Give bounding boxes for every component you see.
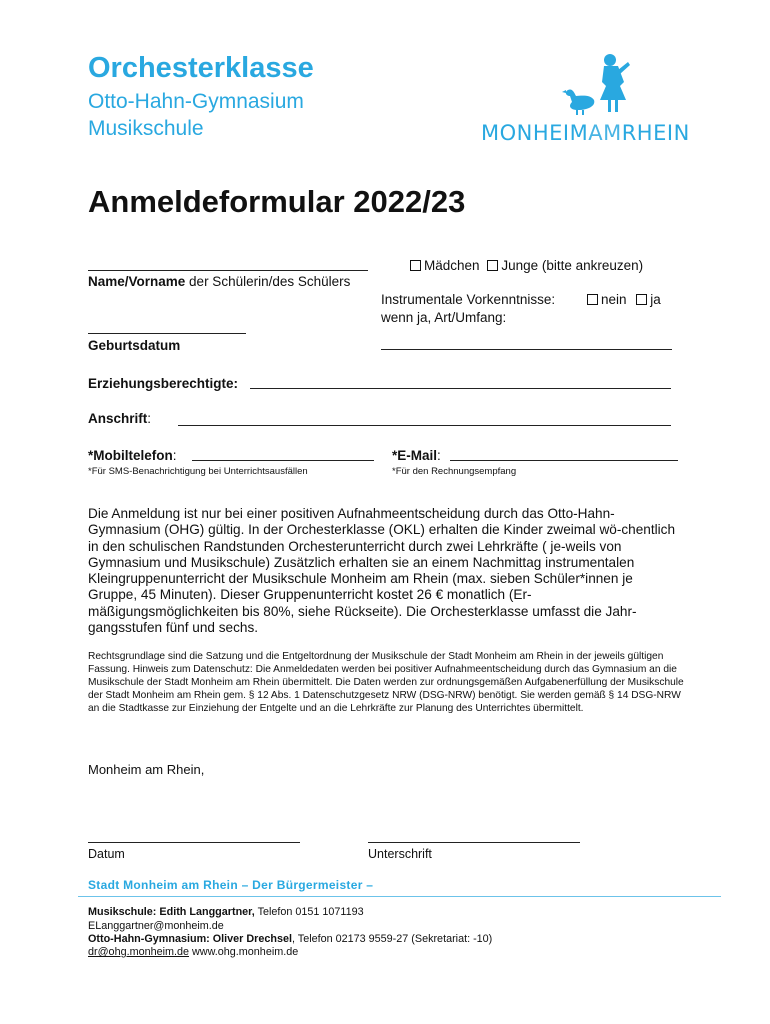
checkbox-junge[interactable] (487, 260, 498, 271)
address-label-bold: Anschrift (88, 411, 148, 426)
email-label-bold: *E-Mail (392, 448, 438, 463)
page-title: Orchesterklasse (88, 52, 314, 84)
footer-line-music-school (88, 906, 364, 918)
mobile-label-colon: : (172, 448, 177, 463)
mobile-label (88, 448, 177, 463)
footer-music-school-contact: Musikschule: Edith Langgartner, (88, 906, 255, 918)
email-input-line[interactable] (450, 460, 678, 461)
vorkenntnisse-input-line[interactable] (381, 349, 672, 350)
email-note: *Für den Rechnungsempfang (392, 466, 517, 477)
mobile-note: *Für SMS-Benachrichtigung bei Unterrichtsausfällen (88, 466, 308, 477)
signature-label: Unterschrift (368, 847, 432, 861)
vorkenntnisse-art-label: wenn ja, Art/Umfang: (381, 310, 507, 325)
name-label-rest: der Schülerin/des Schülers (185, 274, 351, 289)
info-paragraph: Die Anmeldung ist nur bei einer positiven Aufnahmeentscheidung durch das Otto-Hahn-Gymnasium (OHG) gültig. In der Orchesterklasse (OKL) erhalten die Kinder zweimal wö-chentlich in den schulischen Randstunden Orchesterunterricht durch zwei Lehrkräfte ( je-weils von Gymnasium und Musikschule) Zusätzlich erhalten sie an einem Nachmittag instrumentalen Kleingruppenunterricht der Musikschule Monheim am Rhein (max. sieben Schüler*innen je Gruppe, 45 Minuten). Dieser Gruppenunterricht kostet 26 € monatlich (Er-mäßigungsmöglichkeiten bis 80%, siehe Rückseite). Die Orchesterklasse umfasst die Jahr-gangsstufen fünf und sechs. (88, 506, 676, 636)
checkbox-maedchen[interactable] (410, 260, 421, 271)
place-label: Monheim am Rhein, (88, 762, 205, 777)
date-input-line[interactable] (88, 842, 300, 843)
footer-music-school-phone: Telefon 0151 1071193 (254, 906, 364, 918)
address-label-colon: : (147, 411, 152, 426)
vorkenntnisse-options (587, 292, 661, 307)
logo-word-am: AM (588, 121, 622, 145)
birthdate-label: Geburtsdatum (88, 338, 181, 353)
checkbox-nein[interactable] (587, 294, 598, 305)
guardian-label: Erziehungsberechtigte: (88, 376, 239, 391)
footer-line-links (88, 946, 298, 958)
monheim-logo-text (481, 121, 690, 145)
guardian-input-line[interactable] (250, 388, 671, 389)
legal-notice: Rechtsgrundlage sind die Satzung und die Entgeltordnung der Musikschule der Stadt Monheim am Rhein in der jeweils gültigen Fassung. Hinweis zum Datenschutz: Die Anmeldedaten werden bei positiver Aufnahmeentscheidung durch das Gymnasium an die Musikschule der Stadt Monheim am Rhein übermittelt. Die Daten werden zur ordnungsgemäßen Aufgabenerfüllung der Musikschule der Stadt Monheim am Rhein gem. § 12 Abs. 1 Datenschutzgesetz NRW (DSG-NRW) benötigt. Sie werden gemäß § 14 DSG-NRW an die Stadtkasse zur Einziehung der Entgelte und an die Lehrkräfte zur Planung des Unterrichtes übermittelt. (88, 651, 684, 715)
footer-gymnasium-email-link[interactable]: dr@ohg.monheim.de (88, 946, 189, 958)
signature-input-line[interactable] (368, 842, 580, 843)
vk-ja-label: ja (650, 292, 661, 307)
email-label-colon: : (437, 448, 441, 463)
logo-word-rhein: RHEIN (621, 121, 690, 145)
gender-checkboxes (410, 258, 643, 273)
name-label-bold: Name/Vorname (88, 274, 186, 289)
form-title: Anmeldeformular 2022/23 (88, 184, 466, 219)
vk-nein-label: nein (601, 292, 627, 307)
name-label (88, 274, 350, 289)
footer-gymnasium-website[interactable]: www.ohg.monheim.de (189, 946, 299, 958)
goose-girl-logo-icon (560, 52, 640, 121)
gender-junge-label: Junge (bitte ankreuzen) (501, 258, 644, 273)
footer-music-school-email[interactable]: ELanggartner@monheim.de (88, 920, 224, 932)
date-label: Datum (88, 847, 125, 861)
mobile-input-line[interactable] (192, 460, 374, 461)
name-input-line[interactable] (88, 270, 368, 271)
footer-gymnasium-contact: Otto-Hahn-Gymnasium: Oliver Drechsel (88, 933, 292, 945)
address-input-line[interactable] (178, 425, 671, 426)
mobile-label-bold: *Mobiltelefon (88, 448, 173, 463)
footer-city: Stadt Monheim am Rhein – Der Bürgermeister – (88, 878, 374, 892)
address-label (88, 411, 151, 426)
checkbox-ja[interactable] (636, 294, 647, 305)
birthdate-input-line[interactable] (88, 333, 246, 334)
music-school-name: Musikschule (88, 117, 204, 140)
footer-gymnasium-phone: , Telefon 02173 9559-27 (Sekretariat: -10) (292, 933, 493, 945)
school-name: Otto-Hahn-Gymnasium (88, 90, 304, 113)
footer-line-gymnasium (88, 933, 492, 945)
footer-divider (78, 896, 721, 897)
vorkenntnisse-label: Instrumentale Vorkenntnisse: (381, 292, 556, 307)
gender-maedchen-label: Mädchen (424, 258, 480, 273)
logo-word-monheim: MONHEIM (481, 121, 589, 145)
email-label (392, 448, 441, 463)
